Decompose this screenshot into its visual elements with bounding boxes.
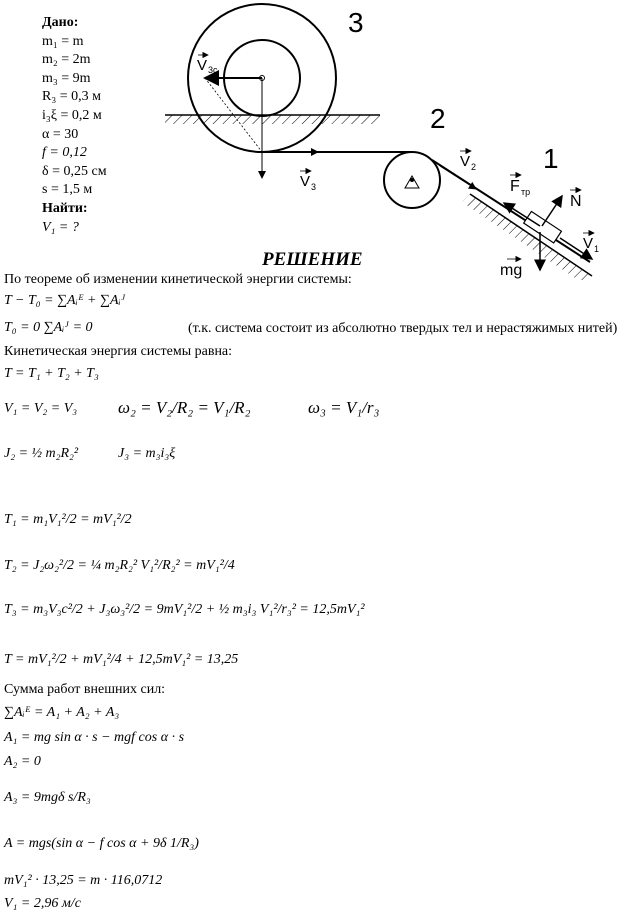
eq-tsum: T = T₁ + T₂ + T₃ xyxy=(4,366,99,381)
label-v2-sub: 2 xyxy=(471,162,477,172)
eq-a1: A₁ = mg sin α · s − mgf cos α · s xyxy=(4,730,185,745)
label-v3-sub: 3 xyxy=(311,182,317,192)
eq-a3: A₃ = 9mgδ s/R₃ xyxy=(4,790,91,805)
eq-t2: T₂ = J₂ω₂²/2 = ¼ m₂R₂² V₁²/R₂² = mV₁²/4 xyxy=(4,558,235,573)
given-line: R₃ = 0,3 м xyxy=(42,89,101,105)
body2-center xyxy=(410,178,414,182)
eq-t-total: T = mV₁²/2 + mV₁²/4 + 12,5mV₁² = 13,25 xyxy=(4,652,239,667)
eq-t0: T₀ = 0 ∑Aᵢᴶ = 0 xyxy=(4,320,93,335)
given-line: δ = 0,25 см xyxy=(42,163,107,179)
label-2: 2 xyxy=(430,103,446,134)
eq-j3: J₃ = m₃i₃ξ xyxy=(118,446,176,461)
theorem-text: По теореме об изменении кинетической энергии системы: xyxy=(4,272,352,287)
n-arrow xyxy=(542,196,562,226)
label-1: 1 xyxy=(543,143,559,174)
given-line: i₃ξ = 0,2 м xyxy=(42,107,102,123)
eq-t1: T₁ = m₁V₁²/2 = mV₁²/2 xyxy=(4,512,132,527)
label-v1-sub: 1 xyxy=(594,244,600,254)
eq-sum-a: ∑Aᵢᴱ = A₁ + A₂ + A₃ xyxy=(4,705,120,720)
eq-final: mV₁² · 13,25 = m · 116,0712 xyxy=(4,873,163,888)
given-header: Дано: xyxy=(42,15,79,30)
eq-a2: A₂ = 0 xyxy=(4,754,41,769)
label-v3c-sub: 3c xyxy=(208,65,218,75)
work-text: Сумма работ внешних сил: xyxy=(4,682,166,697)
find-header: Найти: xyxy=(42,200,88,216)
label-v3: V xyxy=(300,173,311,190)
eq-a-total: A = mgs(sin α − f cos α + 9δ 1/R₃) xyxy=(4,836,199,851)
given-line: m₁ = m xyxy=(42,33,84,49)
label-n: N xyxy=(570,193,582,210)
label-v3c: V xyxy=(197,57,208,74)
answer: V₁ = 2,96 м/с xyxy=(4,896,81,911)
solution-title: РЕШЕНИЕ xyxy=(262,249,363,270)
eq-omega2: ω₂ = V₂/R₂ = V₁/R₂ xyxy=(118,398,251,417)
eq-theorem: T − T₀ = ∑Aᵢᴱ + ∑Aᵢᴶ xyxy=(4,293,126,308)
given-line: s = 1,5 м xyxy=(42,182,93,198)
eq-j2: J₂ = ½ m₂R₂² xyxy=(4,446,79,461)
ground-hatch xyxy=(165,115,380,124)
find-line: V₁ = ? xyxy=(42,219,79,235)
t0-note: (т.к. система состоит из абсолютно твердых тел и нерастяжимых нитей) xyxy=(188,321,618,336)
label-v2: V xyxy=(460,153,471,170)
label-3: 3 xyxy=(348,7,364,38)
given-line: m₂ = 2m xyxy=(42,52,91,68)
label-ftr: F xyxy=(510,178,520,195)
label-v1: V xyxy=(583,235,594,252)
given-line: m₃ = 9m xyxy=(42,70,91,86)
given-line: α = 30 xyxy=(42,126,79,142)
eq-t3: T₃ = m₃V₃c²/2 + J₃ω₃²/2 = 9mV₁²/2 + ½ m₃i₃ V₁²/r₃² = 12,5mV₁² xyxy=(4,602,365,617)
eq-omega3: ω₃ = V₁/r₃ xyxy=(308,398,380,417)
given-line: f = 0,12 xyxy=(42,145,87,161)
label-ftr-sub: тр xyxy=(521,187,531,197)
kinetic-text: Кинетическая энергия системы равна: xyxy=(4,344,233,359)
mechanism-diagram xyxy=(0,0,630,280)
label-mg: mg xyxy=(500,262,523,279)
eq-velocities: V₁ = V₂ = V₃ xyxy=(4,401,78,416)
